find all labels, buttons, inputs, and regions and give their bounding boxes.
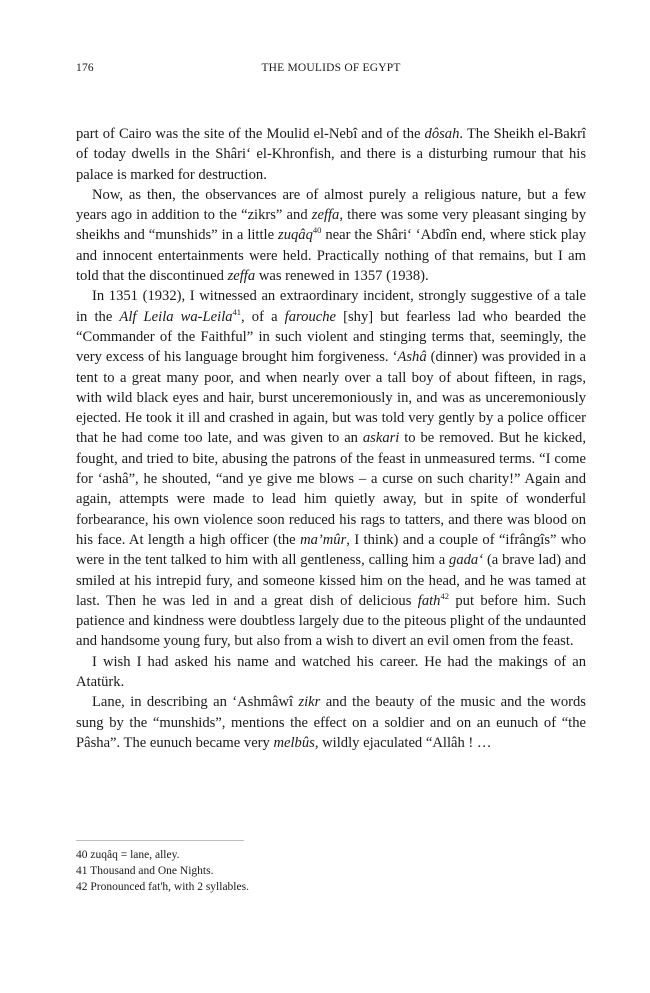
italic-term: gada‘ [449,552,484,569]
italic-term: dôsah [424,126,460,142]
italic-term: zeffa [227,268,256,285]
italic-term: zuqâq [278,227,313,244]
footnote-ref: 42 [440,590,449,601]
footnote-ref: 40 [312,225,322,236]
text-run: near the Shâri‘ ‘Abdîn end, where stick play and innocent entertainments were held. Practically nothing of that remains, but I am told that the discontinued [76,227,586,285]
text-run: (a brave lad) and smiled at his intrepid fury, and someone kissed him on the head, and he was tamed at last. Then he was led in and a great dish of delicious [76,552,586,609]
italic-term: zikr [298,694,321,711]
paragraph [76,652,586,693]
text-run: [shy] but fearless lad who bearded the “Commander of the Faithful” in such violent and stinging terms that, seemingly, the very excess of his language brought him forgiveness. ‘ [76,308,586,366]
text-run: . The Sheikh el-Bakrî of today dwells in the Shâri‘ el-Khronfish, and there is a disturbing rumour that his palace is marked for destruction. [76,126,586,183]
footnote-ref: 41 [232,306,242,317]
italic-term: melbûs [273,734,315,751]
italic-term: Alf Leila wa-Leila [119,308,233,325]
text-run: (dinner) was provided in a tent to a great many poor, and when nearly over a tall boy of about fifteen, in rags, with wild black eyes and hair, burst unceremoniously in, and was as unceremoniously ejected. He took it ill and crashed in again, but was told very gently by a police officer that he had come too late, and was given to an [76,349,586,447]
paragraph [76,692,586,753]
text-run: part of Cairo was the site of the Moulid el-Nebî and of the [76,126,425,142]
paragraph [76,286,586,651]
text-run: In 1351 (1932), I witnessed an extraordinary incident, strongly suggestive of a tale in the [76,288,586,325]
text-run: Now, as then, the observances are of almost purely a religious nature, but a few years ago in addition to the “zikrs” and [76,186,586,224]
footnotes [76,847,586,896]
text-run: put before him. Such patience and kindness were doubtless largely due to the piteous plight of the undaunted and handsome young fury, but also from a wish to divert an evil omen from the feast. [76,592,586,650]
running-title: THE MOULIDS OF EGYPT [261,62,401,74]
text-run: and the beauty of the music and the words sung by the “munshids”, mentions the effect on a soldier and on an eunuch of “the Pâsha”. The eunuch became very [76,694,586,751]
footnote-40: 40 zuqâq = lane, alley. [76,849,180,861]
footnote-41: 41 Thousand and One Nights. [76,865,214,878]
italic-term: zeffa [311,207,340,224]
text-run: , of a [241,308,285,325]
text-run: , there was some very pleasant singing by sheikhs and “munshids” in a little [76,207,587,244]
italic-term: fath [417,592,441,609]
text-run: Lane, in describing an ‘Ashmâwî [92,694,299,711]
footnote-42: 42 Pronounced fat'h, with 2 syllables. [76,881,249,894]
page-header [76,62,586,80]
italic-term: Ashâ [397,349,427,366]
page-number: 176 [76,62,94,74]
body-text [76,124,586,753]
paragraph [76,124,586,185]
italic-term: farouche [284,308,337,325]
footnote-divider [76,840,244,841]
text-run: was renewed in 1357 (1938). [255,268,429,285]
text-run: to be removed. But he kicked, fought, and tried to bite, abusing the patrons of the feast in unmeasured terms. “I come for ‘ashâ”, he shouted, “and ye give me blows – a curse on such charity!” Again and again, attempts were made to lead him quietly away, but in spite of wonderful forbearance, his own violence soon reduced his rags to tatters, and there was blood on his face. At length a high officer (the [76,430,586,548]
italic-term: ma’mûr [300,531,347,548]
text-run: I wish I had asked his name and watched his career. He had the makings of an Atatürk. [76,653,586,691]
paragraph [76,185,586,286]
text-run: , wildly ejaculated “Allâh ! … [314,734,492,751]
italic-term: askari [362,430,400,447]
text-run: , I think) and a couple of “ifrângîs” who were in the tent talked to him with all gentleness, calling him a [76,531,586,569]
